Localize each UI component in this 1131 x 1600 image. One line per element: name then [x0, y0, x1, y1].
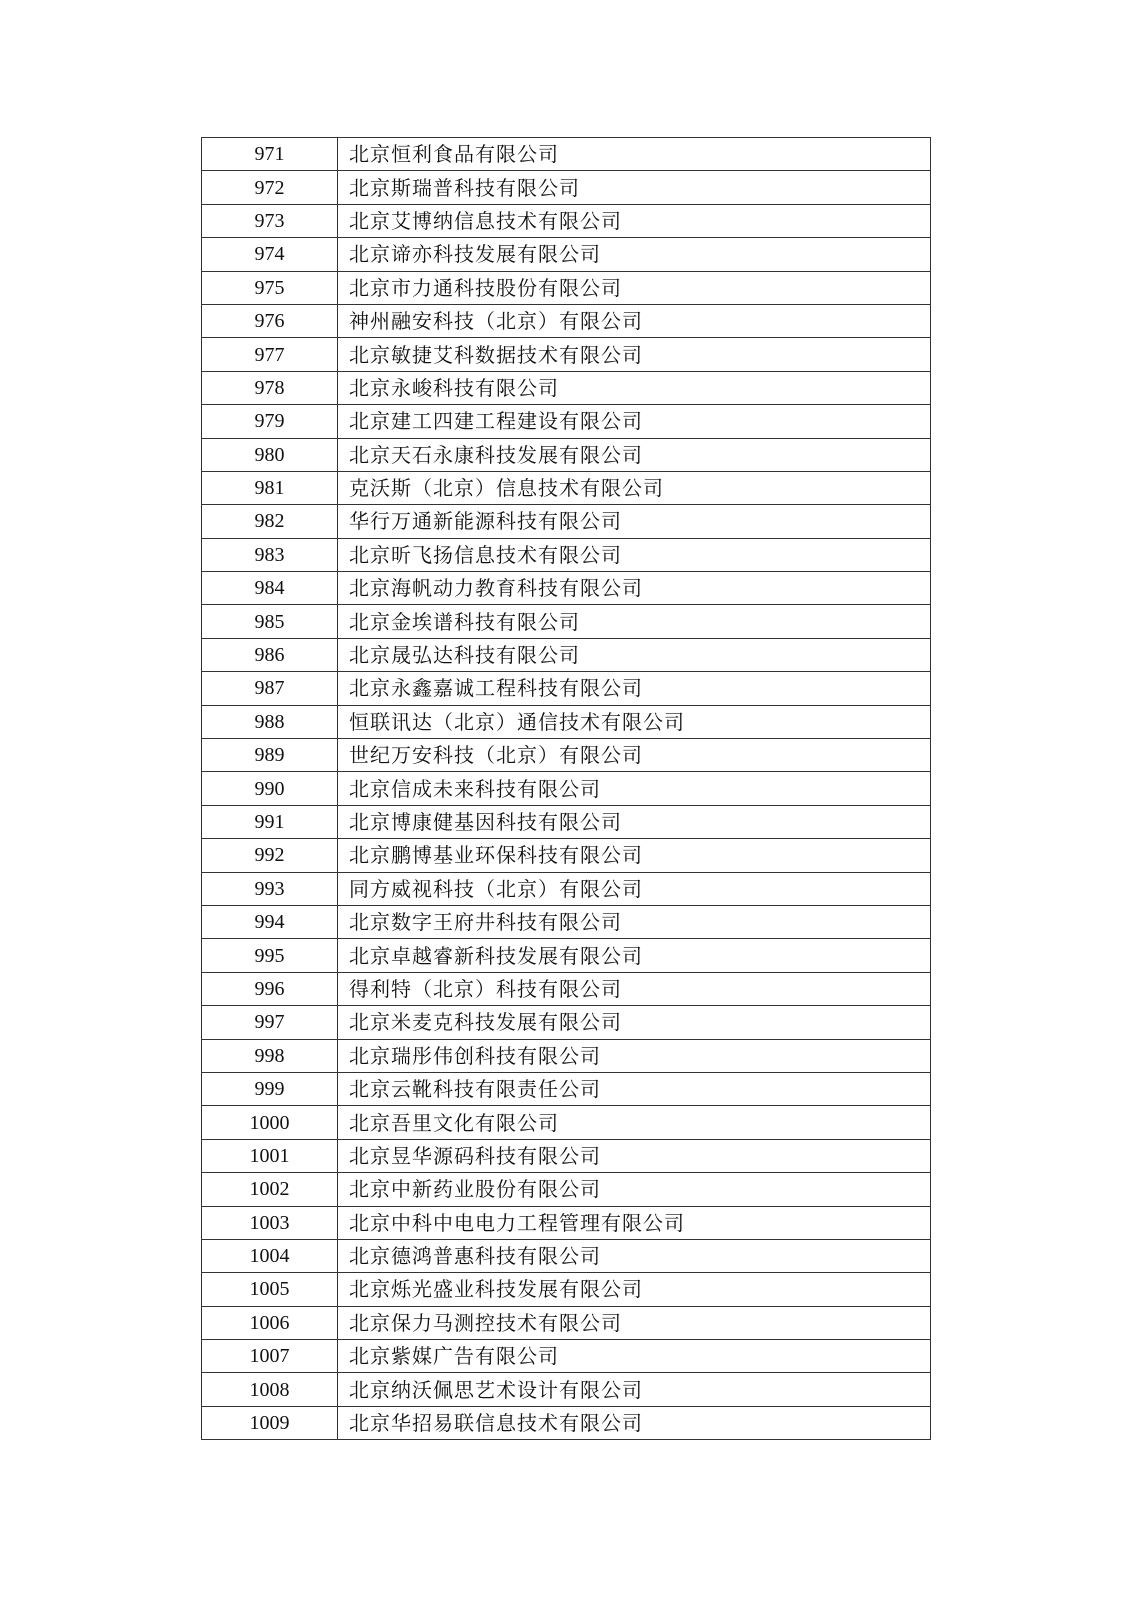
table-row [202, 538, 931, 571]
table-row [202, 605, 931, 638]
row-number: 996 [202, 972, 338, 1005]
row-number: 972 [202, 171, 338, 204]
company-name: 北京瑞彤伟创科技有限公司 [338, 1039, 931, 1072]
table-row [202, 438, 931, 471]
company-name: 北京紫媒广告有限公司 [338, 1340, 931, 1373]
table-row [202, 1340, 931, 1373]
company-name: 神州融安科技（北京）有限公司 [338, 304, 931, 337]
company-name: 北京中新药业股份有限公司 [338, 1173, 931, 1206]
table-row [202, 739, 931, 772]
table-row [202, 471, 931, 504]
table-row [202, 1072, 931, 1105]
company-name: 北京斯瑞普科技有限公司 [338, 171, 931, 204]
company-name: 北京谛亦科技发展有限公司 [338, 238, 931, 271]
table-row [202, 338, 931, 371]
row-number: 979 [202, 405, 338, 438]
table-row [202, 1139, 931, 1172]
row-number: 982 [202, 505, 338, 538]
table-row [202, 505, 931, 538]
row-number: 971 [202, 138, 338, 171]
table-row [202, 371, 931, 404]
table-row [202, 572, 931, 605]
row-number: 980 [202, 438, 338, 471]
company-name: 北京永峻科技有限公司 [338, 371, 931, 404]
company-list-table [201, 137, 931, 1440]
row-number: 992 [202, 839, 338, 872]
table-row [202, 1039, 931, 1072]
row-number: 973 [202, 204, 338, 237]
company-name: 北京中科中电电力工程管理有限公司 [338, 1206, 931, 1239]
table-row [202, 1406, 931, 1439]
table-row [202, 204, 931, 237]
row-number: 989 [202, 739, 338, 772]
table-row [202, 1239, 931, 1272]
row-number: 1007 [202, 1340, 338, 1373]
company-name: 恒联讯达（北京）通信技术有限公司 [338, 705, 931, 738]
table-row [202, 772, 931, 805]
company-name: 世纪万安科技（北京）有限公司 [338, 739, 931, 772]
row-number: 995 [202, 939, 338, 972]
table-row [202, 705, 931, 738]
table-row [202, 1373, 931, 1406]
row-number: 1001 [202, 1139, 338, 1172]
table-row [202, 839, 931, 872]
table-row [202, 939, 931, 972]
table-row [202, 972, 931, 1005]
company-name: 北京数字王府井科技有限公司 [338, 905, 931, 938]
row-number: 978 [202, 371, 338, 404]
row-number: 1000 [202, 1106, 338, 1139]
company-name: 北京云靴科技有限责任公司 [338, 1072, 931, 1105]
company-name: 北京华招易联信息技术有限公司 [338, 1406, 931, 1439]
row-number: 1008 [202, 1373, 338, 1406]
company-name: 北京敏捷艾科数据技术有限公司 [338, 338, 931, 371]
table-row [202, 405, 931, 438]
row-number: 1005 [202, 1273, 338, 1306]
company-name: 得利特（北京）科技有限公司 [338, 972, 931, 1005]
company-name: 北京金埃谱科技有限公司 [338, 605, 931, 638]
row-number: 975 [202, 271, 338, 304]
row-number: 1003 [202, 1206, 338, 1239]
company-name: 北京卓越睿新科技发展有限公司 [338, 939, 931, 972]
company-name: 华行万通新能源科技有限公司 [338, 505, 931, 538]
row-number: 997 [202, 1006, 338, 1039]
row-number: 984 [202, 572, 338, 605]
row-number: 990 [202, 772, 338, 805]
row-number: 985 [202, 605, 338, 638]
company-name: 北京市力通科技股份有限公司 [338, 271, 931, 304]
row-number: 988 [202, 705, 338, 738]
company-name: 北京恒利食品有限公司 [338, 138, 931, 171]
row-number: 987 [202, 672, 338, 705]
row-number: 986 [202, 638, 338, 671]
company-name: 北京昱华源码科技有限公司 [338, 1139, 931, 1172]
table-row [202, 271, 931, 304]
row-number: 999 [202, 1072, 338, 1105]
company-name: 北京艾博纳信息技术有限公司 [338, 204, 931, 237]
row-number: 983 [202, 538, 338, 571]
company-name: 北京米麦克科技发展有限公司 [338, 1006, 931, 1039]
company-name: 北京德鸿普惠科技有限公司 [338, 1239, 931, 1272]
row-number: 981 [202, 471, 338, 504]
table-row [202, 872, 931, 905]
table-row [202, 1173, 931, 1206]
row-number: 977 [202, 338, 338, 371]
table-row [202, 1106, 931, 1139]
table-row [202, 238, 931, 271]
company-name: 北京纳沃佩思艺术设计有限公司 [338, 1373, 931, 1406]
company-name: 北京昕飞扬信息技术有限公司 [338, 538, 931, 571]
table-row [202, 638, 931, 671]
company-name: 北京保力马测控技术有限公司 [338, 1306, 931, 1339]
table-row [202, 138, 931, 171]
row-number: 1006 [202, 1306, 338, 1339]
table-row [202, 171, 931, 204]
table-row [202, 1306, 931, 1339]
row-number: 1004 [202, 1239, 338, 1272]
table-row [202, 1206, 931, 1239]
company-name: 同方威视科技（北京）有限公司 [338, 872, 931, 905]
row-number: 998 [202, 1039, 338, 1072]
company-name: 北京海帆动力教育科技有限公司 [338, 572, 931, 605]
company-name: 北京永鑫嘉诚工程科技有限公司 [338, 672, 931, 705]
row-number: 1002 [202, 1173, 338, 1206]
row-number: 976 [202, 304, 338, 337]
table-row [202, 1006, 931, 1039]
company-name: 北京晟弘达科技有限公司 [338, 638, 931, 671]
company-name: 北京信成未来科技有限公司 [338, 772, 931, 805]
company-name: 北京吾里文化有限公司 [338, 1106, 931, 1139]
company-name: 北京烁光盛业科技发展有限公司 [338, 1273, 931, 1306]
table-row [202, 672, 931, 705]
table-row [202, 805, 931, 838]
company-name: 北京建工四建工程建设有限公司 [338, 405, 931, 438]
company-name: 克沃斯（北京）信息技术有限公司 [338, 471, 931, 504]
company-name: 北京鹏博基业环保科技有限公司 [338, 839, 931, 872]
company-name: 北京天石永康科技发展有限公司 [338, 438, 931, 471]
table-row [202, 905, 931, 938]
company-name: 北京博康健基因科技有限公司 [338, 805, 931, 838]
company-list-body [202, 138, 931, 1440]
row-number: 1009 [202, 1406, 338, 1439]
row-number: 993 [202, 872, 338, 905]
table-row [202, 304, 931, 337]
row-number: 991 [202, 805, 338, 838]
row-number: 994 [202, 905, 338, 938]
row-number: 974 [202, 238, 338, 271]
table-row [202, 1273, 931, 1306]
